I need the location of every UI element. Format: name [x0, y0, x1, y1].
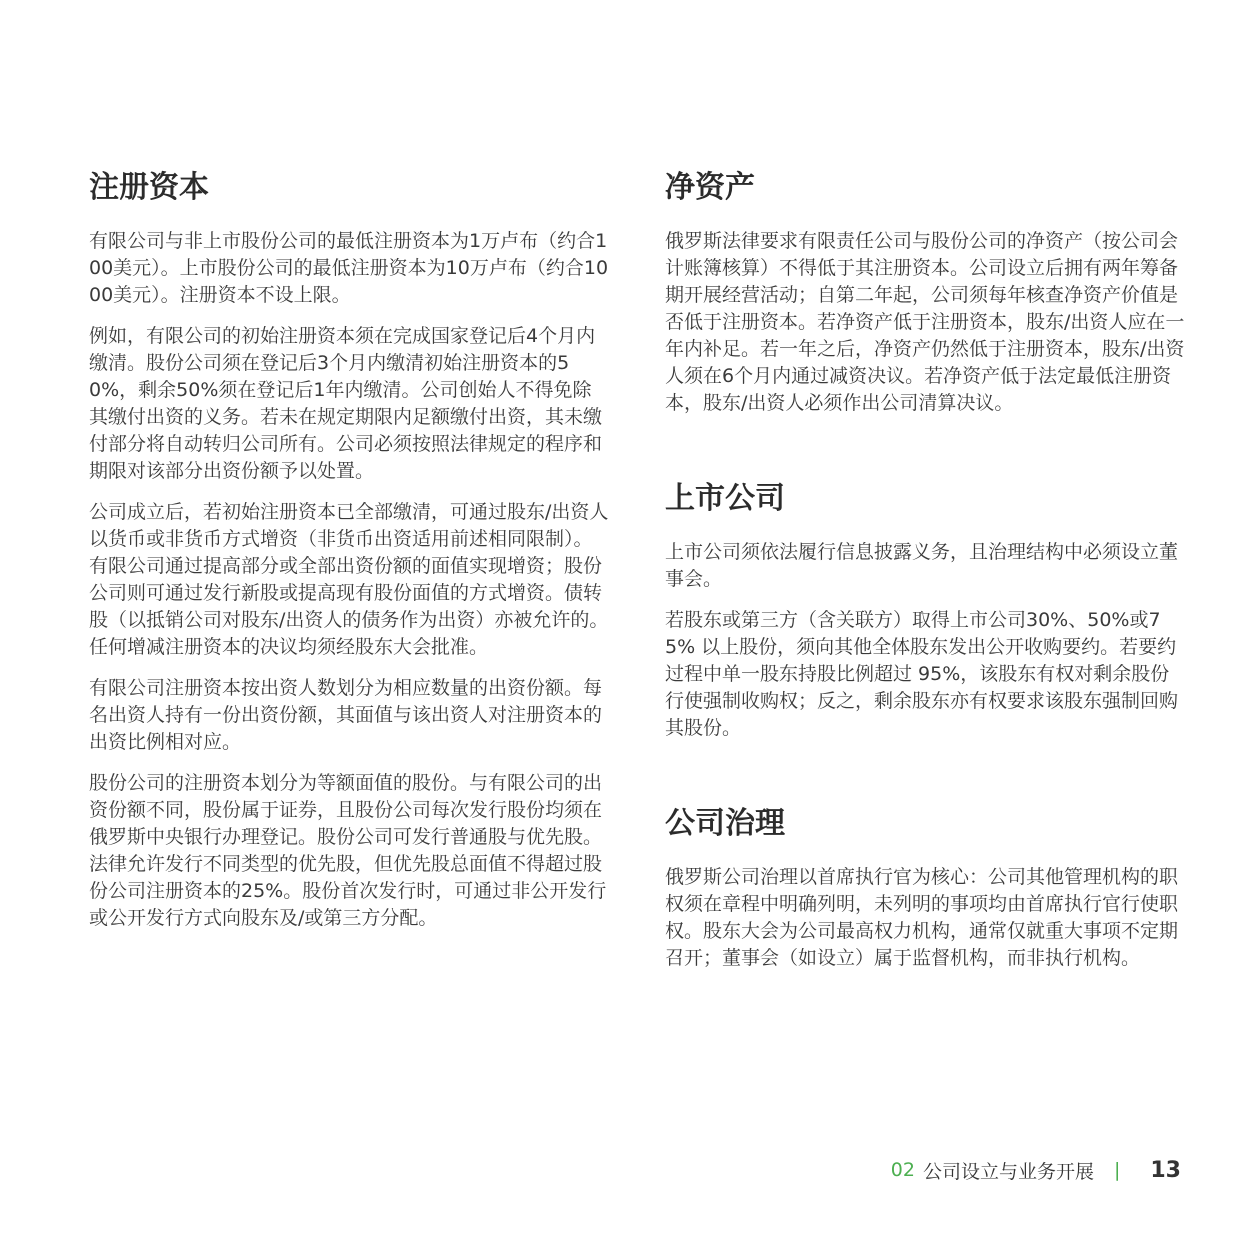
- page-footer: [891, 1155, 1181, 1185]
- section-registered-capital: [89, 168, 609, 932]
- paragraph: 俄罗斯法律要求有限责任公司与股份公司的净资产（按公司会计账簿核算）不得低于其注册资本。公司设立后拥有两年筹备期开展经营活动；自第二年起，公司须每年核查净资产价值是否低于注册资本。若净资产低于注册资本，股东/出资人应在一年内补足。若一年之后，净资产仍然低于注册资本，股东/出资人须在6个月内通过减资决议。若净资产低于法定最低注册资本，股东/出资人必须作出公司清算决议。: [665, 230, 1185, 414]
- section-corporate-governance: [665, 804, 1185, 972]
- left-column: [89, 168, 609, 946]
- paragraph: 有限公司注册资本按出资人数划分为相应数量的出资份额。每名出资人持有一份出资份额，其面值与该出资人对注册资本的出资比例相对应。: [89, 677, 603, 753]
- section-title: 上市公司: [665, 481, 785, 516]
- paragraph: 例如，有限公司的初始注册资本须在完成国家登记后4个月内缴清。股份公司须在登记后3个月内缴清初始注册资本的50%，剩余50%须在登记后1年内缴清。公司创始人不得免除其缴付出资的义务。若未在规定期限内足额缴付出资，其未缴付部分将自动转归公司所有。公司必须按照法律规定的程序和期限对该部分出资份额予以处置。: [89, 325, 603, 482]
- page-number: 13: [1150, 1157, 1181, 1183]
- paragraph: 公司成立后，若初始注册资本已全部缴清，可通过股东/出资人以货币或非货币方式增资（非货币出资适用前述相同限制）。有限公司通过提高部分或全部出资份额的面值实现增资；股份公司则可通过发行新股或提高现有股份面值的方式增资。债转股（以抵销公司对股东/出资人的债务作为出资）亦被允许的。任何增减注册资本的决议均须经股东大会批准。: [89, 501, 609, 658]
- chapter-title: 公司设立与业务开展: [922, 1160, 1094, 1183]
- paragraph: 俄罗斯公司治理以首席执行官为核心：公司其他管理机构的职权须在章程中明确列明，未列明的事项均由首席执行官行使职权。股东大会为公司最高权力机构，通常仅就重大事项不定期召开；董事会（如设立）属于监督机构，而非执行机构。: [665, 866, 1179, 969]
- paragraph: 上市公司须依法履行信息披露义务，且治理结构中必须设立董事会。: [665, 541, 1179, 590]
- paragraph: 若股东或第三方（含关联方）取得上市公司30%、50%或75% 以上股份，须向其他全体股东发出公开收购要约。若要约过程中单一股东持股比例超过 95%，该股东有权对剩余股份行使强制收购权；反之，剩余股东亦有权要求该股东强制回购其股份。: [665, 609, 1179, 739]
- section-title: 注册资本: [89, 170, 209, 205]
- paragraph: 股份公司的注册资本划分为等额面值的股份。与有限公司的出资份额不同，股份属于证券，且股份公司每次发行股份均须在俄罗斯中央银行办理登记。股份公司可发行普通股与优先股。法律允许发行不同类型的优先股，但优先股总面值不得超过股份公司注册资本的25%。股份首次发行时，可通过非公开发行或公开发行方式向股东及/或第三方分配。: [89, 772, 607, 929]
- section-net-assets: [665, 168, 1185, 417]
- chapter-number: 02: [890, 1159, 915, 1181]
- section-title: 净资产: [665, 170, 755, 205]
- paragraph: 有限公司与非上市股份公司的最低注册资本为1万卢布（约合100美元）。上市股份公司的最低注册资本为10万卢布（约合1000美元）。注册资本不设上限。: [89, 230, 609, 306]
- footer-divider: |: [1113, 1159, 1121, 1181]
- section-listed-companies: [665, 479, 1185, 742]
- right-column: [665, 168, 1185, 986]
- section-title: 公司治理: [665, 806, 785, 841]
